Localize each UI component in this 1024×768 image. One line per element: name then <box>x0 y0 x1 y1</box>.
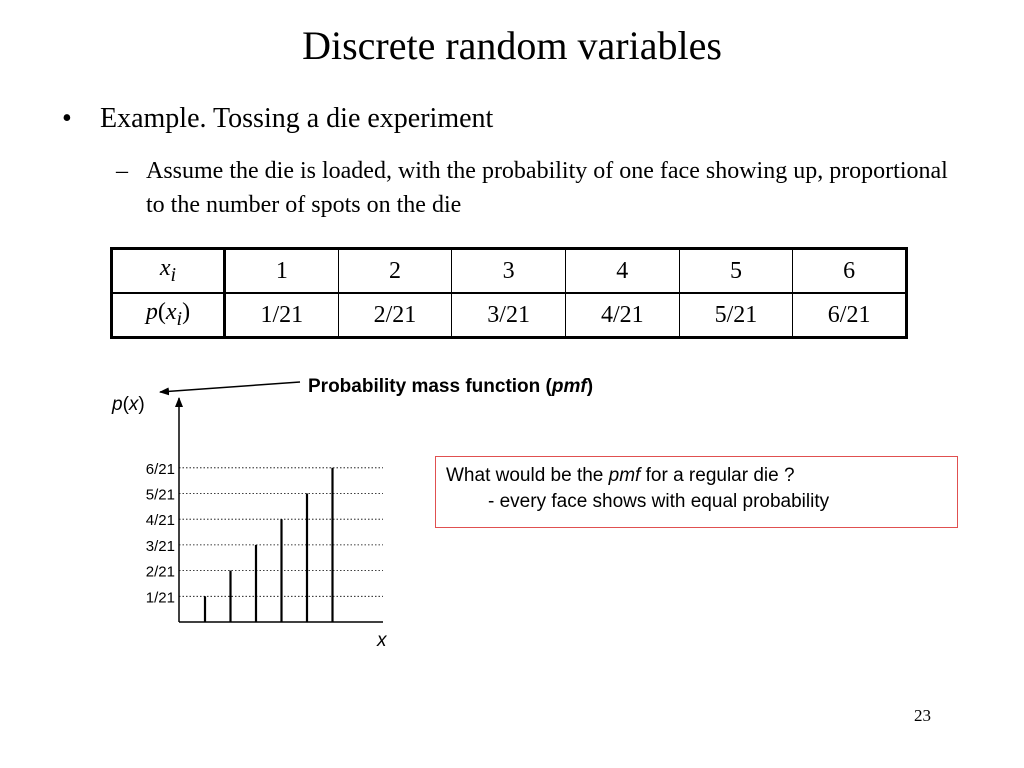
table-cell-x: 1 <box>225 249 339 294</box>
y-tick-label: 2/21 <box>145 563 175 581</box>
table-cell-p: 4/21 <box>565 293 679 338</box>
table-cell-p: 3/21 <box>452 293 566 338</box>
slide-title: Discrete random variables <box>302 23 722 68</box>
table-cell-x: 5 <box>679 249 793 294</box>
table-cell-p: 1/21 <box>225 293 339 338</box>
pmf-pointer-line <box>160 382 300 392</box>
bullet-mark: • <box>62 103 72 134</box>
table-cell-x: 4 <box>565 249 679 294</box>
y-tick-label: 3/21 <box>145 537 175 555</box>
y-tick-label: 5/21 <box>145 486 175 504</box>
table-cell-x: 3 <box>452 249 566 294</box>
table-cell-p: 6/21 <box>793 293 907 338</box>
table-cell-x: 6 <box>793 249 907 294</box>
y-axis-label: p(x) <box>112 394 145 415</box>
sub-bullet-text: Assume the die is loaded, with the probability of one face showing up, proportional to the number of spots on the die <box>146 158 948 218</box>
table-header-x: $x_i$ <box>112 249 225 294</box>
table-cell-x: 2 <box>338 249 452 294</box>
question-callout <box>435 456 958 528</box>
y-tick-label: 6/21 <box>145 460 175 478</box>
y-tick-label: 4/21 <box>145 512 175 530</box>
sub-bullet-mark: – <box>116 158 128 184</box>
table-cell-p: 5/21 <box>679 293 793 338</box>
x-axis-label: x <box>377 630 387 651</box>
table-header-p: $p(x_i)$ <box>112 293 225 338</box>
slide-number: 23 <box>914 706 931 725</box>
pmf-label: Probability mass function (pmf) <box>308 376 594 397</box>
table-cell-p: 2/21 <box>338 293 452 338</box>
callout-line-1: What would be the pmf for a regular die ? <box>446 465 795 486</box>
y-tick-label: 1/21 <box>145 589 175 607</box>
bullet-text: Example. Tossing a die experiment <box>100 103 494 134</box>
callout-line-2: - every face shows with equal probability <box>488 491 830 512</box>
